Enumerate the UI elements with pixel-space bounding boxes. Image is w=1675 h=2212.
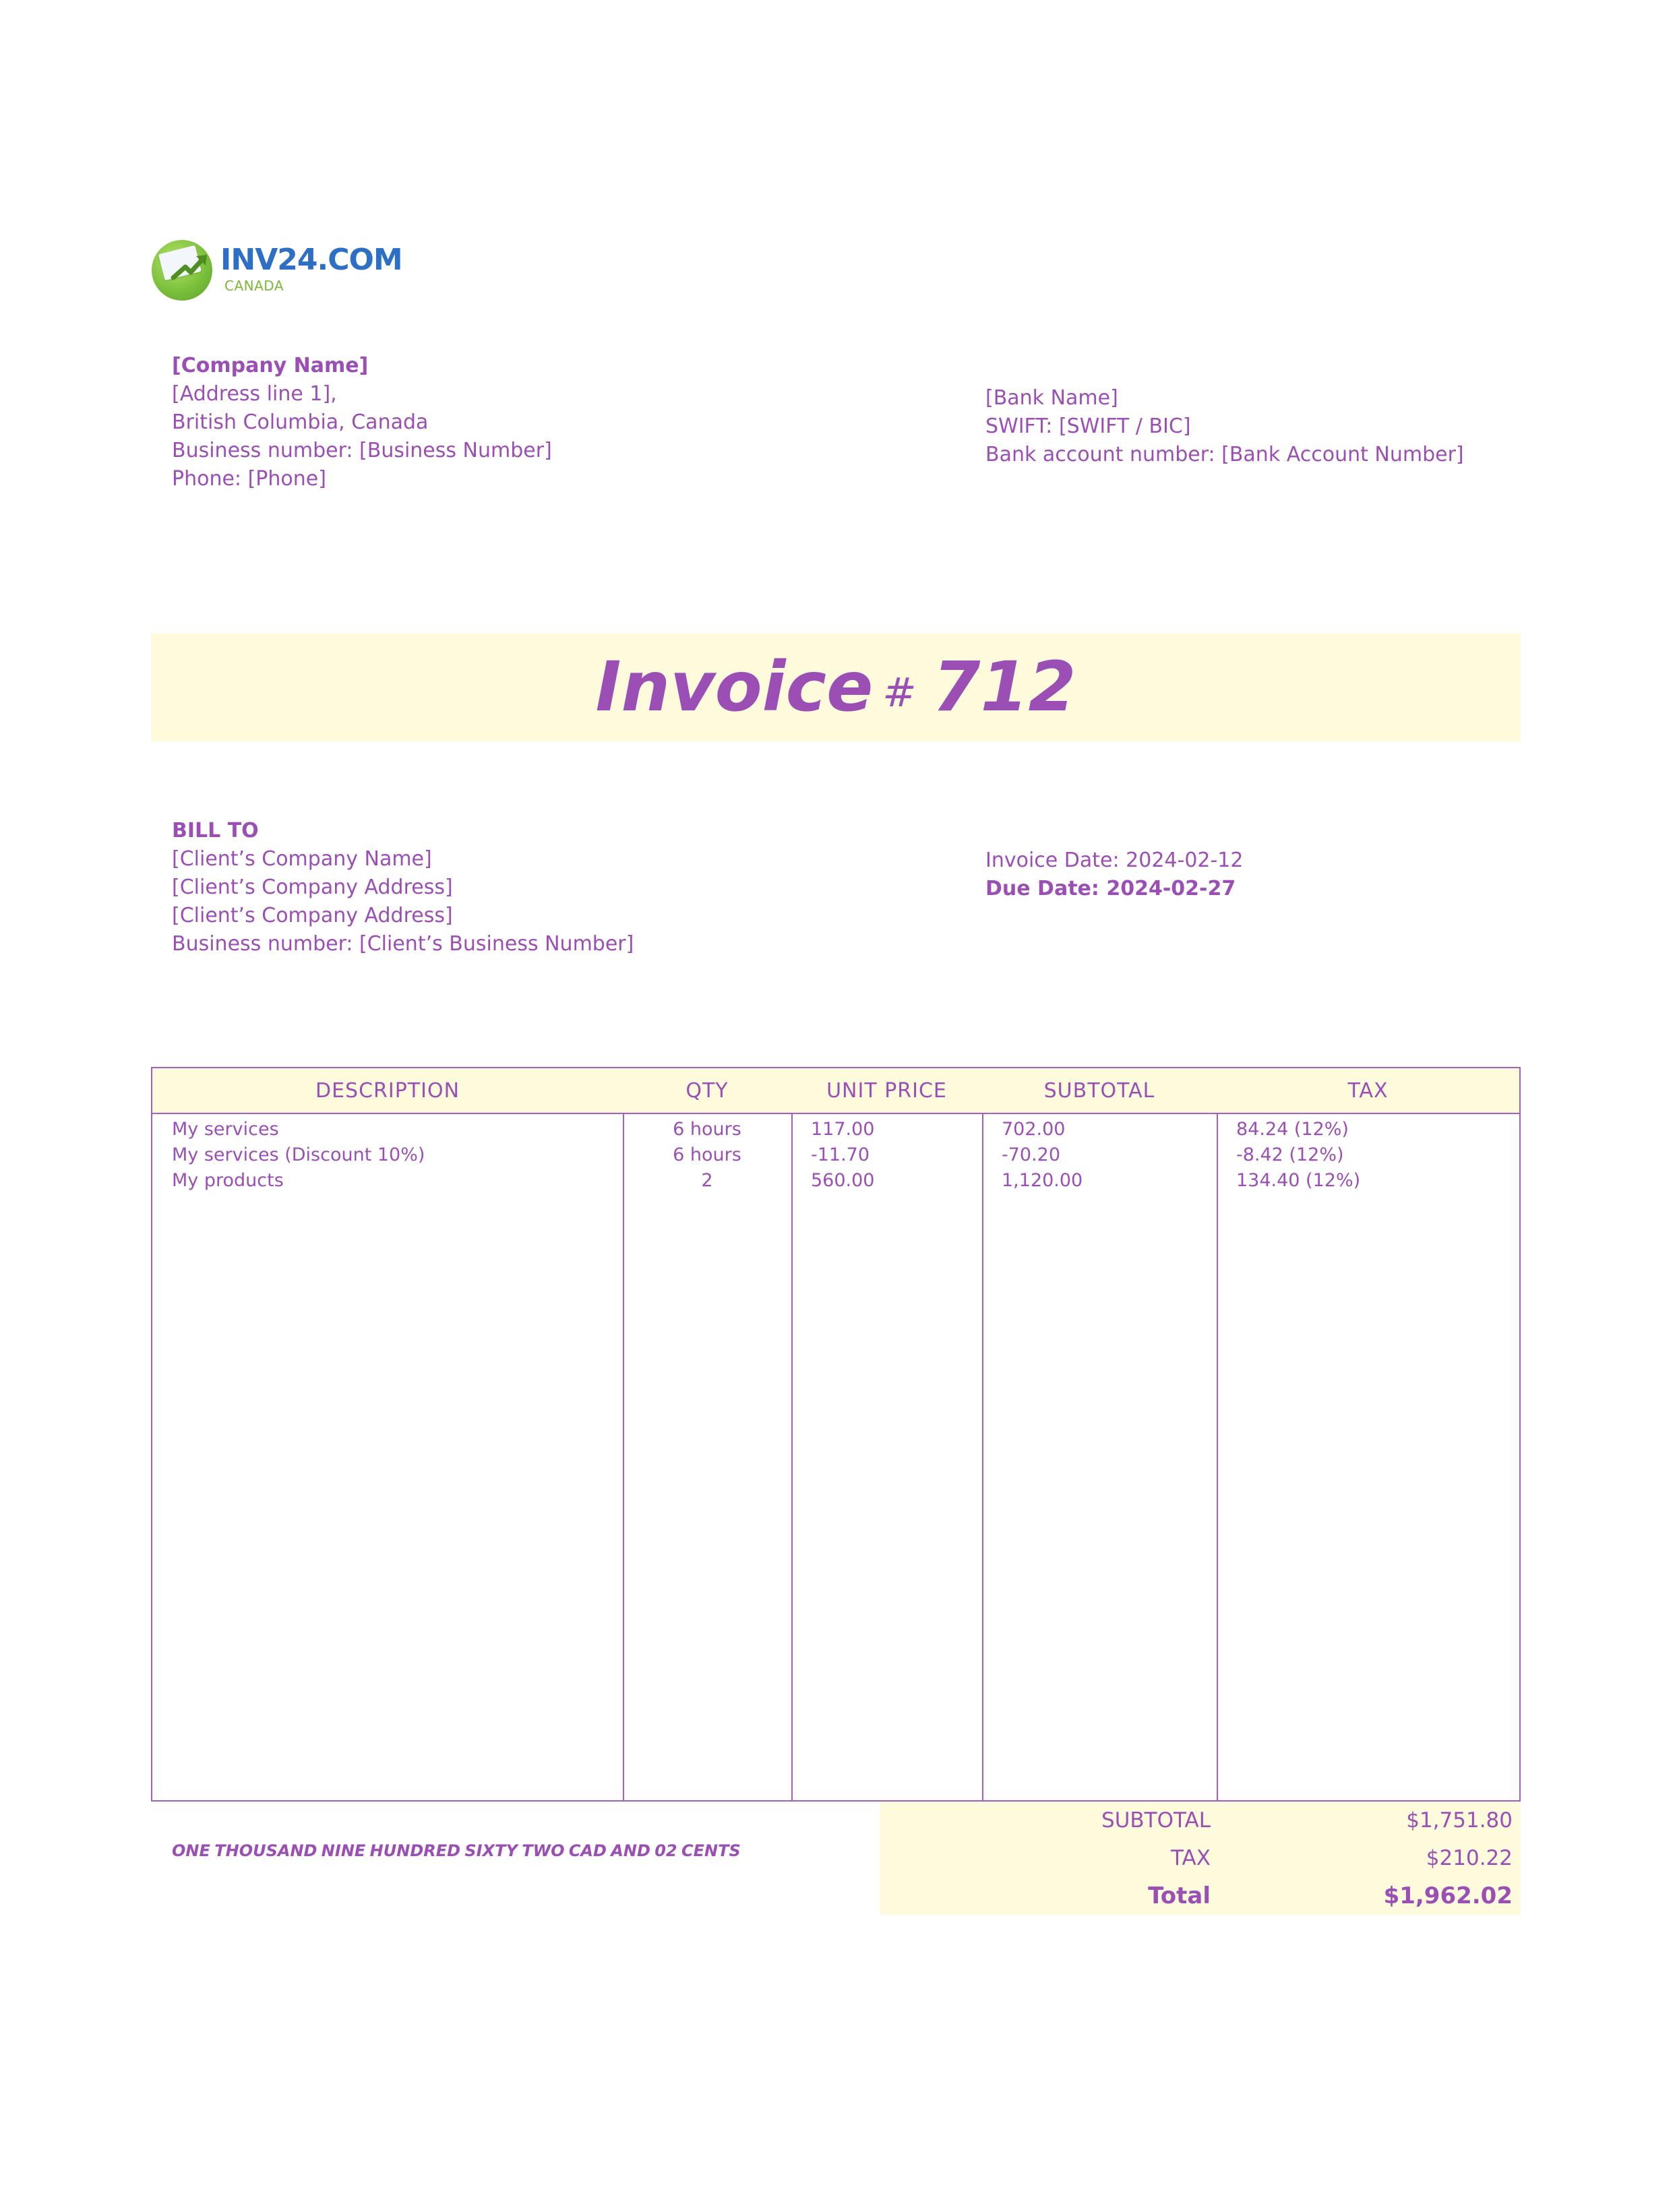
due-date: Due Date: 2024-02-27	[985, 877, 1236, 900]
row-2-qty: 6 hours	[673, 1144, 741, 1165]
column-subtotal	[982, 1068, 1218, 1800]
invoice-title-band	[151, 634, 1521, 741]
bank-account: Bank account number: [Bank Account Number]	[985, 443, 1464, 466]
row-1-description: My services	[172, 1119, 279, 1140]
amount-in-words: ONE THOUSAND NINE HUNDRED SIXTY TWO CAD AND 02 CENTS	[172, 1841, 741, 1860]
column-qty	[623, 1068, 793, 1800]
logo-arrow-icon	[171, 247, 211, 287]
invoice-title-label: Invoice	[595, 647, 874, 727]
tax-value: $210.22	[1426, 1846, 1513, 1870]
header-subtotal: SUBTOTAL	[982, 1068, 1217, 1114]
invoice-hash: #	[882, 669, 917, 716]
row-3-qty: 2	[701, 1170, 713, 1191]
invoice-number: 712	[932, 647, 1076, 727]
client-company-name: [Client’s Company Name]	[172, 847, 432, 871]
seller-region: British Columbia, Canada	[172, 410, 429, 434]
client-address-1: [Client’s Company Address]	[172, 875, 453, 899]
items-table	[151, 1067, 1521, 1802]
bill-to-block	[172, 817, 634, 958]
tax-label: TAX	[1171, 1846, 1211, 1870]
row-2-description: My services (Discount 10%)	[172, 1144, 425, 1165]
seller-company-name: [Company Name]	[172, 354, 369, 377]
subtotal-label: SUBTOTAL	[1101, 1808, 1211, 1833]
total-label: Total	[1148, 1882, 1211, 1909]
header-qty: QTY	[623, 1068, 791, 1114]
invoice-title	[151, 634, 1521, 741]
header-description: DESCRIPTION	[152, 1068, 623, 1114]
total-row	[880, 1877, 1521, 1915]
column-unit-price	[791, 1068, 983, 1800]
bank-name: [Bank Name]	[985, 386, 1118, 410]
subtotal-row	[880, 1802, 1521, 1839]
invoice-date: Invoice Date: 2024-02-12	[985, 849, 1244, 872]
bank-block	[985, 384, 1464, 469]
row-2-tax: -8.42 (12%)	[1236, 1144, 1344, 1165]
bill-to-heading: BILL TO	[172, 819, 259, 842]
row-2-subtotal: -70.20	[1002, 1144, 1061, 1165]
subtotal-value: $1,751.80	[1406, 1808, 1513, 1833]
column-tax	[1217, 1068, 1519, 1800]
row-1-unit-price: 117.00	[811, 1119, 875, 1140]
row-3-description: My products	[172, 1170, 284, 1191]
total-value: $1,962.02	[1383, 1882, 1513, 1909]
row-1-qty: 6 hours	[673, 1119, 741, 1140]
row-3-subtotal: 1,120.00	[1002, 1170, 1083, 1191]
logo-sub-text: CANADA	[224, 278, 284, 294]
tax-row	[880, 1839, 1521, 1877]
client-business-number: Business number: [Client’s Business Number]	[172, 932, 634, 956]
totals-block	[880, 1802, 1521, 1915]
row-2-unit-price: -11.70	[811, 1144, 870, 1165]
row-3-tax: 134.40 (12%)	[1236, 1170, 1361, 1191]
seller-business-number: Business number: [Business Number]	[172, 439, 552, 462]
header-tax: TAX	[1217, 1068, 1519, 1114]
bank-swift: SWIFT: [SWIFT / BIC]	[985, 414, 1191, 438]
header-unit-price: UNIT PRICE	[791, 1068, 982, 1114]
row-3-unit-price: 560.00	[811, 1170, 875, 1191]
row-1-subtotal: 702.00	[1002, 1119, 1066, 1140]
seller-phone: Phone: [Phone]	[172, 467, 326, 491]
column-description	[152, 1068, 624, 1800]
seller-address-line: [Address line 1],	[172, 382, 337, 406]
logo-brand-text: INV24.COM	[220, 243, 402, 277]
client-address-2: [Client’s Company Address]	[172, 904, 453, 927]
seller-block	[172, 352, 552, 493]
row-1-tax: 84.24 (12%)	[1236, 1119, 1349, 1140]
dates-block	[985, 847, 1244, 903]
company-logo	[152, 237, 402, 305]
